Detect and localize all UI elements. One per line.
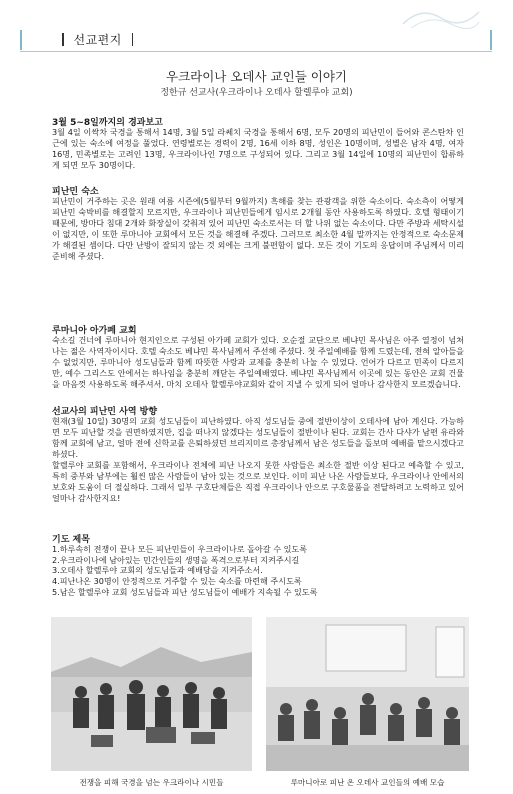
photo-worship-service bbox=[266, 617, 469, 771]
document-subtitle: 정한규 선교사(우크라이나 오데사 할렐루야 교회) bbox=[160, 88, 353, 98]
prayer-list bbox=[52, 544, 472, 598]
section-body-agape-church bbox=[52, 335, 464, 390]
section-body-report bbox=[52, 127, 464, 171]
section-title-wrap bbox=[62, 31, 133, 48]
header-accent-left bbox=[20, 30, 22, 50]
paragraph: 피난민이 거주하는 곳은 원래 여름 시즌에(5월부터 9월까지) 흑해를 찾는 관광객을 위한 숙소이다. 숙소측이 어떻게 피난민 숙박비를 해결할지 모르지만, 우크라이나 피난민들에게 임시로 2개월 동안 사용하도록 하였다. 호텔 형태이기 때문에, 방마다 침대 2개와 화장실이 갖춰져 있어 피난민 숙소로서는 더 할 나위 없는 숙소이다. 다만 주방과 세탁시설이 없지만, 이 또한 루마니아 교회에서 모든 것을 해결해 주겠다. 그러므로 최소한 4월 말까지는 안정적으로 숙소문제가 해결된 셈이다. 다만 난방이 잘되지 않는 것 외에는 크게 불편함이 없다. 모든 것이 기도의 응답이며 주님께서 미리 준비해 주셨다. bbox=[52, 196, 464, 262]
list-item: 3.오데사 할렐루야 교회의 성도님들과 예배당을 지켜주소서. bbox=[52, 565, 263, 576]
photo-border-crossing bbox=[51, 617, 252, 771]
section-heading-agape-church: 루마니아 아가페 교회 bbox=[52, 326, 137, 336]
page-header bbox=[0, 0, 513, 52]
header-rule bbox=[20, 51, 492, 52]
photo-caption-right: 루마니아로 피난 온 오데사 교인들의 예배 모습 bbox=[290, 778, 445, 787]
prayer-heading: 기도 제목 bbox=[52, 535, 90, 545]
list-item: 5.남은 할렐루야 교회 성도님들과 피난 성도님들이 예배가 지속될 수 있도록 bbox=[52, 586, 318, 597]
paragraph: 3월 4일 이싹차 국경을 통해서 14명, 3월 5일 라쎄치 국경을 통해서 6명, 모두 20명의 피난민이 들어와 콘스탄차 인근에 있는 숙소에 여정을 풀었다. 연령별로는 경력이 2명, 16세 이하 8명, 성인은 10명이며, 성별은 남자 4명, 여자 16명, 민족별로는 고려인 13명, 우크라이나인 7명으로 구성되어 있다. 그리고 3월 14일에 10명의 피난민이 합류하게 되면 모두 30명이다. bbox=[52, 127, 464, 171]
section-body-lodging bbox=[52, 196, 464, 262]
paragraph: 현재(3월 10일) 30명의 교회 성도님들이 피난하였다. 아직 성도님들 중에 절반이상이 오데사에 남아 계신다. 가능하면 모두 피난할 것을 권면하였지만, 집을 떠나지 않겠다는 성도님들이 절반이나 된다. 교회는 간사 다샤가 남편 유라와 함께 교회에 남고, 얼마 전에 신학교를 은퇴하셨던 브리지미르 총장님께서 남은 성도들을 돌보며 예배를 맡으시겠다고 하셨다. bbox=[52, 416, 464, 460]
room-photo-icon bbox=[266, 617, 469, 771]
decorative-flourish-icon bbox=[401, 4, 481, 30]
paragraph: 할렐루야 교회를 포함해서, 우크라이나 전체에 피난 나오지 못한 사람들은 최소한 절반 이상 된다고 예측할 수 있고, 특히 중부와 남부에는 훨씬 많은 사람들이 남아 있는 것으로 보인다. 이미 피난 나온 사람들보다, 우크라이나 안에서의 보호와 도움이 더 절실하다. 그래서 일부 구호단체들은 직접 우크라이나 안으로 구호물품을 전달하려고 노력하고 있어 얼마나 감사한지요! bbox=[52, 460, 464, 504]
section-heading-lodging: 피난민 숙소 bbox=[52, 187, 99, 197]
list-item: 2.우크라이나에 남아있는 민간인들의 생명을 폭격으로부터 지켜주시길 bbox=[52, 554, 300, 565]
crowd-photo-icon bbox=[51, 617, 252, 771]
photo-caption-left: 전쟁을 피해 국경을 넘는 우크라이나 시민들 bbox=[79, 778, 224, 787]
section-title: 선교편지 bbox=[73, 33, 122, 47]
header-accent-right bbox=[490, 30, 492, 50]
section-body-ministry-direction bbox=[52, 416, 464, 504]
list-item: 4.피난나온 30명이 안정적으로 거주할 수 있는 숙소를 마련해 주시도록 bbox=[52, 576, 302, 587]
paragraph: 숙소길 건너에 루마니아 현지인으로 구성된 아가페 교회가 있다. 오순절 교단으로 베냐민 목사님은 아주 열정이 넘쳐나는 젊은 사역자이시다. 호텔 숙소도 베냐민 목사님께서 주선해 주셨다. 첫 주일예배를 함께 드렸는데, 전혀 알아들을 수 없었지만, 루마니아 성도님들과 함께 따뜻한 사랑과 교제를 충분히 나눌 수 있었다. 언어가 다르고 민족이 다르지만, 예수 그리스도 안에서는 하나임을 충분히 깨닫는 주일예배였다. 베냐민 목사님께서 이곳에 있는 동안은 교회 건물을 마음껏 사용하도록 해주셔서, 마치 오데사 할렐루야교회와 같이 지낼 수 있게 되어 얼마나 감사한지 모르겠습니다. bbox=[52, 335, 464, 390]
list-item: 1.하루속히 전쟁이 끝나 모든 피난민들이 우크라이나로 돌아갈 수 있도록 bbox=[52, 544, 308, 554]
document-title: 우크라이나 오데사 교인들 이야기 bbox=[166, 69, 347, 84]
section-heading-report: 3월 5~8일까지의 경과보고 bbox=[52, 118, 163, 128]
section-heading-ministry-direction: 선교사의 피난민 사역 방향 bbox=[52, 407, 158, 417]
